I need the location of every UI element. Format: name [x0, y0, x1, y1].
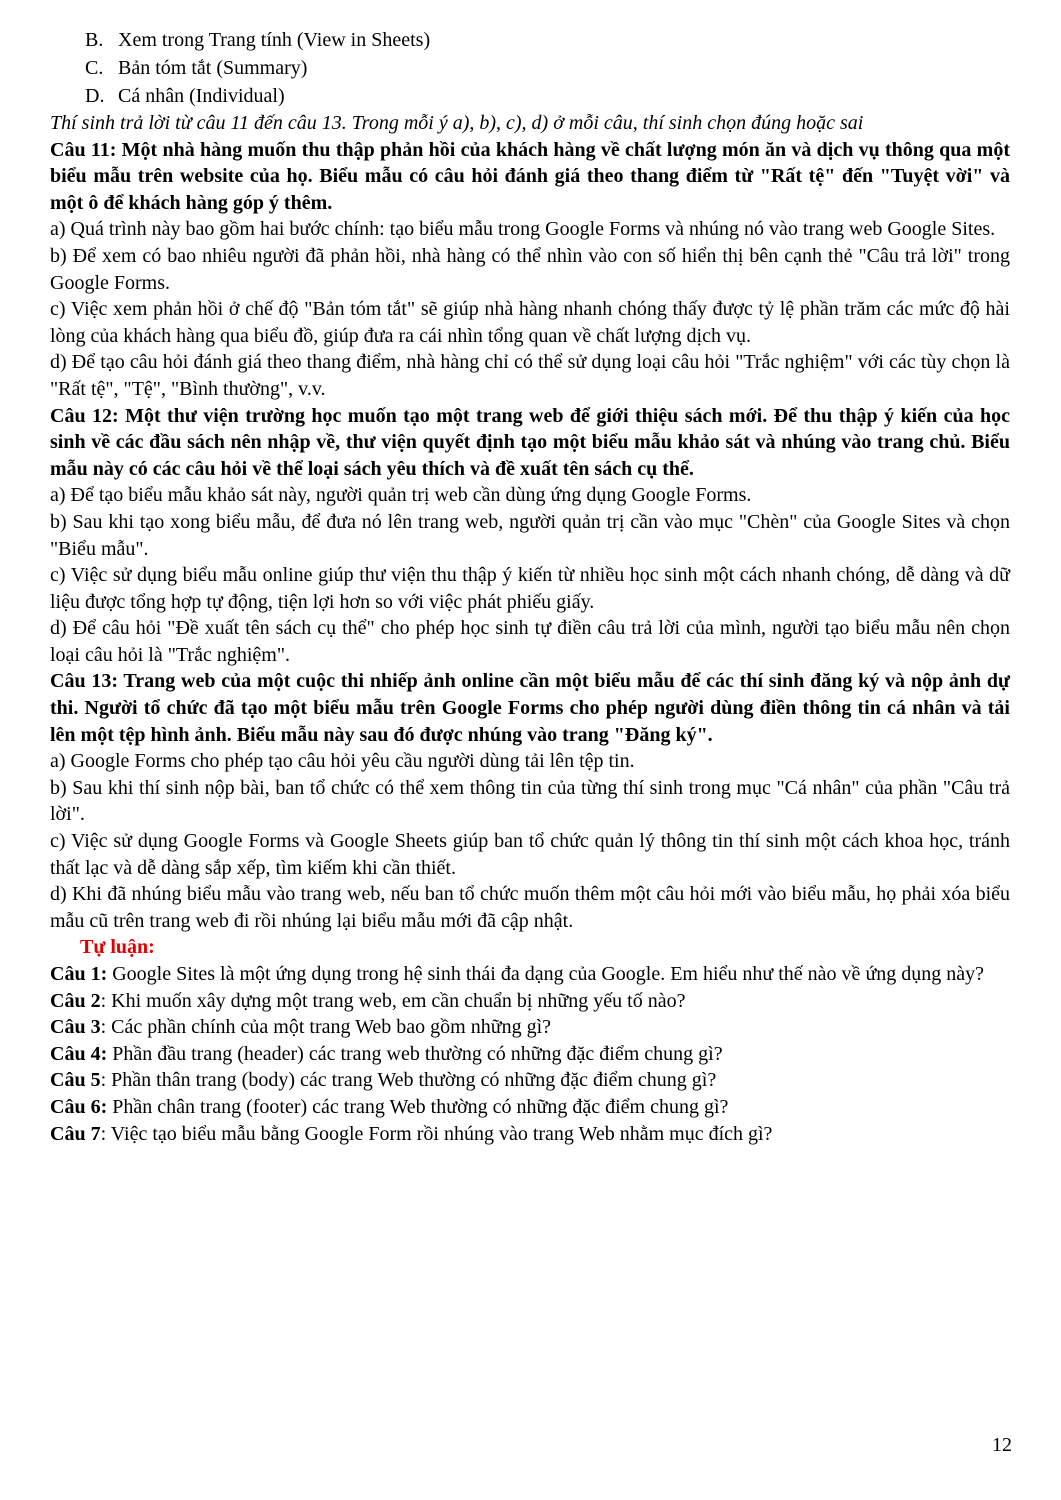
essay-question-label: Câu 6: [50, 1095, 108, 1118]
essay-question-label: Câu 1: [50, 963, 108, 985]
question-12-item-b: b) Sau khi tạo xong biểu mẫu, để đưa nó lên trang web, người quản trị cần vào mục "Chèn" của Google Sites và chọn "Biểu mẫu". [50, 510, 1010, 560]
essay-question-1 [50, 961, 1010, 988]
essay-question-label: Câu 5 [50, 1069, 101, 1092]
question-12-item-d: d) Để câu hỏi "Đề xuất tên sách cụ thể" cho phép học sinh tự điền câu trả lời của mình, người tạo biểu mẫu nên chọn loại câu hỏi là "Trắc nghiệm". [50, 617, 1010, 666]
option-text: Bản tóm tắt (Summary) [118, 57, 308, 79]
essay-question-label: Câu 2 [50, 989, 101, 1012]
essay-question-2 [50, 988, 1010, 1015]
question-13-item-c: c) Việc sử dụng Google Forms và Google Sheets giúp ban tổ chức quản lý thông tin thí sinh một cách khoa học, tránh thất lạc và dễ dàng sắp xếp, tìm kiếm khi cần thiết. [50, 830, 1010, 879]
mc-options-list [85, 26, 1010, 110]
option-b [85, 26, 1010, 54]
section-instruction: Thí sinh trả lời từ câu 11 đến câu 13. Trong mỗi ý a), b), c), d) ở mỗi câu, thí sinh chọn đúng hoặc sai [50, 112, 864, 134]
essay-question-6 [50, 1094, 1010, 1121]
question-13-stem: Câu 13: Trang web của một cuộc thi nhiếp ảnh online cần một biểu mẫu để các thí sinh đăng ký và nộp ảnh dự thi. Người tổ chức đã tạo một biểu mẫu trên Google Forms cho phép người dùng điền thông tin cá nhân và tải lên một tệp hình ảnh. Biểu mẫu này sau đó được nhúng vào trang "Đăng ký". [50, 670, 1010, 746]
question-13-item-a: a) Google Forms cho phép tạo câu hỏi yêu cầu người dùng tải lên tệp tin. [50, 750, 635, 773]
essay-question-label: Câu 4: [50, 1042, 108, 1065]
question-13-item-b: b) Sau khi thí sinh nộp bài, ban tổ chức có thể xem thông tin của từng thí sinh trong mục "Cá nhân" của phần "Câu trả lời". [50, 776, 1010, 826]
question-12-item-c: c) Việc sử dụng biểu mẫu online giúp thư viện thu thập ý kiến từ nhiều học sinh một cách nhanh chóng, dễ dàng và dữ liệu được tổng hợp tự động, tiện lợi hơn so với việc phát phiếu giấy. [50, 564, 1010, 613]
essay-question-3 [50, 1014, 1010, 1041]
page-number: 12 [992, 1434, 1012, 1456]
option-c [85, 54, 1010, 82]
essay-question-4 [50, 1041, 1010, 1068]
question-11-item-d: d) Để tạo câu hỏi đánh giá theo thang điểm, nhà hàng chỉ có thể sử dụng loại câu hỏi "Trắc nghiệm" với các tùy chọn là "Rất tệ", "Tệ", "Bình thường", v.v. [50, 351, 1010, 400]
essay-question-5 [50, 1067, 1010, 1094]
essay-question-text: : Khi muốn xây dựng một trang web, em cần chuẩn bị những yếu tố nào? [100, 989, 686, 1012]
essay-question-7 [50, 1121, 1010, 1148]
question-12-item-a: a) Để tạo biểu mẫu khảo sát này, người quản trị web cần dùng ứng dụng Google Forms. [50, 484, 752, 507]
option-letter: C. [85, 57, 104, 79]
question-12-stem: Câu 12: Một thư viện trường học muốn tạo một trang web để giới thiệu sách mới. Để thu thập ý kiến của học sinh về các đầu sách nên nhập về, thư viện quyết định tạo một biểu mẫu khảo sát và nhúng vào trang chủ. Biểu mẫu này có các câu hỏi về thể loại sách yêu thích và đề xuất tên sách cụ thể. [50, 404, 1010, 480]
option-letter: D. [85, 85, 105, 107]
question-11-item-b: b) Để xem có bao nhiêu người đã phản hồi, nhà hàng có thể nhìn vào con số hiển thị bên cạnh thẻ "Câu trả lời" trong Google Forms. [50, 244, 1010, 294]
question-13-item-d: d) Khi đã nhúng biểu mẫu vào trang web, nếu ban tổ chức muốn thêm một câu hỏi mới vào biểu mẫu, họ phải xóa biểu mẫu cũ trên trang web đi rồi nhúng lại biểu mẫu mới đã cập nhật. [50, 883, 1010, 932]
essay-section-heading: Tự luận: [80, 936, 155, 959]
essay-question-text: Google Sites là một ứng dụng trong hệ sinh thái đa dạng của Google. Em hiểu như thế nào về ứng dụng này? [107, 963, 985, 985]
question-11-item-a: a) Quá trình này bao gồm hai bước chính: tạo biểu mẫu trong Google Forms và nhúng nó vào trang web Google Sites. [50, 218, 996, 241]
option-text: Xem trong Trang tính (View in Sheets) [118, 29, 431, 51]
essay-question-text: Phần chân trang (footer) các trang Web thường có những đặc điểm chung gì? [107, 1095, 729, 1118]
essay-question-text: Phần đầu trang (header) các trang web thường có những đặc điểm chung gì? [107, 1042, 723, 1065]
option-letter: B. [85, 29, 104, 51]
option-d [85, 82, 1010, 110]
question-11-item-c: c) Việc xem phản hồi ở chế độ "Bản tóm tắt" sẽ giúp nhà hàng nhanh chóng thấy được tỷ lệ phần trăm các mức độ hài lòng của khách hàng qua biểu đồ, giúp đưa ra cái nhìn tổng quan về chất lượng dịch vụ. [50, 298, 1010, 347]
question-11-stem: Câu 11: Một nhà hàng muốn thu thập phản hồi của khách hàng về chất lượng món ăn và dịch vụ thông qua một biểu mẫu trên website của họ. Biểu mẫu có câu hỏi đánh giá theo thang điểm từ "Rất tệ" đến "Tuyệt vời" và một ô để khách hàng góp ý thêm. [50, 138, 1010, 214]
essay-question-text: : Phần thân trang (body) các trang Web thường có những đặc điểm chung gì? [100, 1069, 717, 1092]
essay-question-text: : Việc tạo biểu mẫu bằng Google Form rồi nhúng vào trang Web nhằm mục đích gì? [100, 1122, 773, 1145]
essay-question-text: : Các phần chính của một trang Web bao gồm những gì? [100, 1016, 551, 1039]
essay-question-label: Câu 7 [50, 1122, 101, 1145]
option-text: Cá nhân (Individual) [118, 85, 285, 107]
essay-question-label: Câu 3 [50, 1016, 101, 1039]
